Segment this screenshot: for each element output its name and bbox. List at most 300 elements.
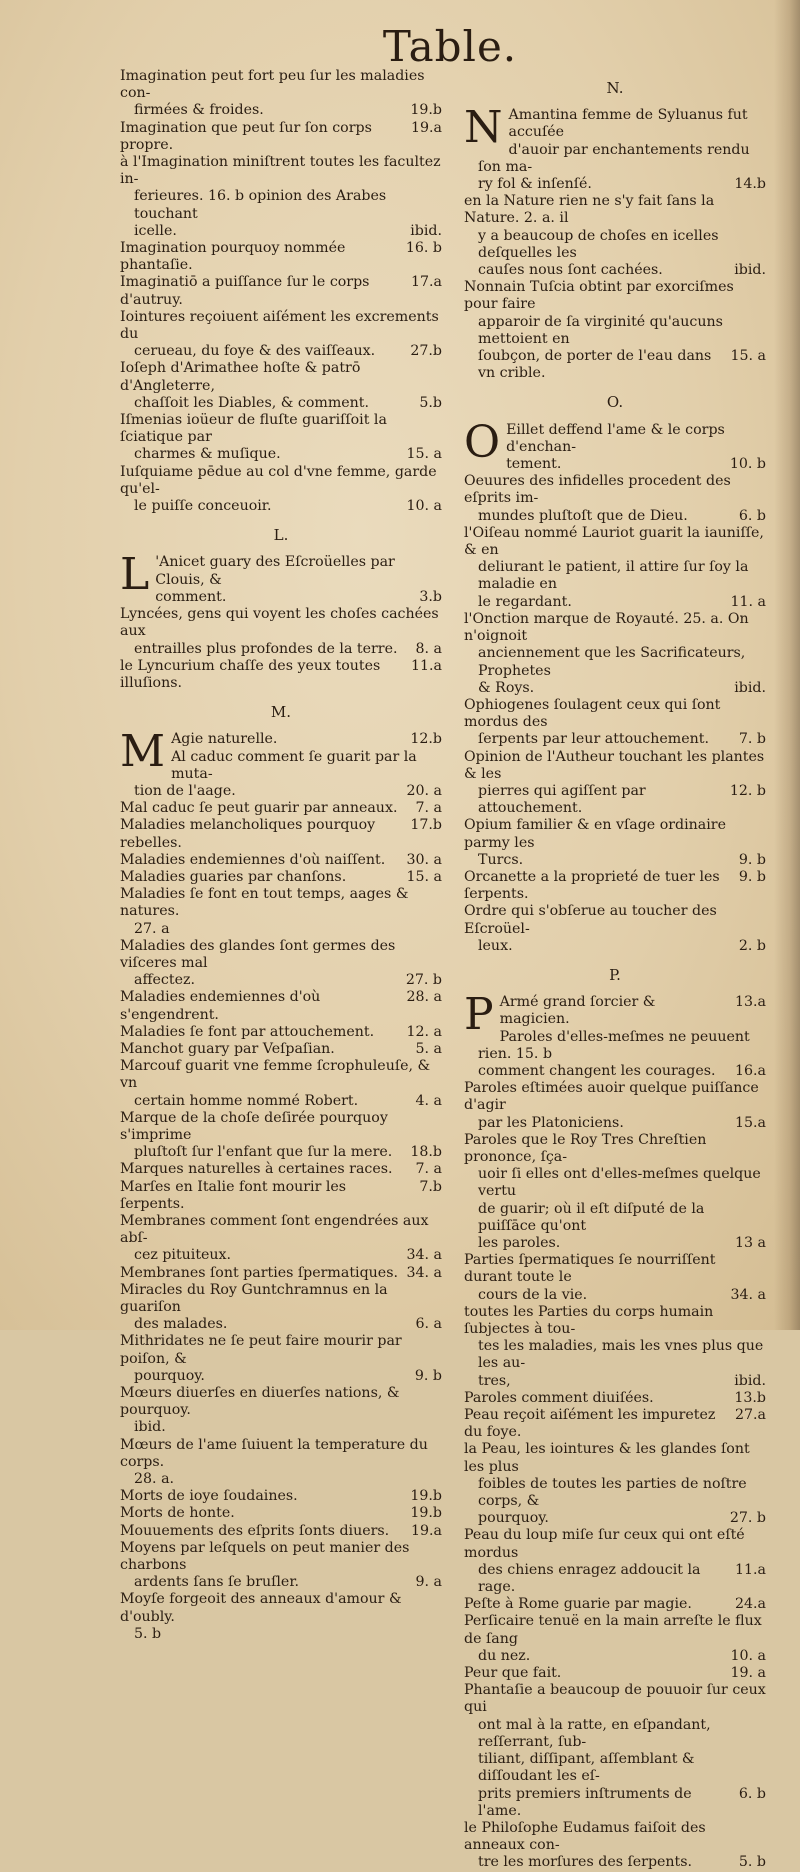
index-entry-continuation xyxy=(464,1562,766,1596)
entry-text: Lyncées, gens qui voyent les choſes cachées aux xyxy=(120,606,439,640)
page-reference: 16. b xyxy=(405,240,442,257)
entry-text: de guarir; où il eſt diſputé de la puiſſāce qu'ont xyxy=(478,1200,705,1234)
page-reference: 11.a xyxy=(734,1561,766,1578)
index-entry xyxy=(464,1441,766,1475)
entry-text: ſoubçon, de porter de l'eau dans vn crible. xyxy=(478,348,712,382)
entry-text: chaſſoit les Diables, & comment. xyxy=(134,394,370,411)
page-reference: 15.a xyxy=(734,1114,766,1131)
page-reference: 27. b xyxy=(729,1510,766,1527)
index-entry-continuation xyxy=(464,852,766,869)
entry-text: ferieures. 16. b opinion des Arabes touchant xyxy=(134,188,387,222)
index-entry-continuation xyxy=(120,395,442,412)
index-entry xyxy=(464,473,766,507)
entry-text: apparoir de ſa virginité qu'aucuns mettoient en xyxy=(478,313,723,347)
page-reference: 19.a xyxy=(410,1522,442,1539)
index-entry xyxy=(120,1179,442,1213)
entry-text: certain homme nommé Robert. xyxy=(134,1092,359,1109)
entry-text: Imagination pourquoy nommée phantaſie. xyxy=(120,240,346,274)
page-reference: 7. b xyxy=(738,731,766,748)
index-entry-continuation xyxy=(120,1144,442,1161)
index-entry-continuation xyxy=(464,508,766,525)
entry-text: Paroles comment diuiſées. xyxy=(464,1389,654,1406)
entry-text: pluſtoſt ſur l'enfant que ſur la mere. xyxy=(134,1144,393,1161)
entry-text: charmes & muſique. xyxy=(134,446,281,463)
entry-text: affectez. xyxy=(134,972,195,989)
index-entry-continuation xyxy=(464,228,766,262)
drop-cap-letter: M xyxy=(120,726,166,778)
index-entry xyxy=(464,193,766,227)
entry-text: entrailles plus profondes de la terre. xyxy=(134,640,398,657)
page-reference: 10. b xyxy=(729,456,766,473)
entry-text: Marcouf guarit vne femme ſcrophuleuſe, & vn xyxy=(120,1058,431,1092)
index-entry-continuation xyxy=(120,102,442,119)
entry-text: le regardant. xyxy=(478,593,572,610)
index-entry xyxy=(120,1591,442,1625)
entry-text: ardents ſans ſe bruſler. xyxy=(134,1574,300,1591)
entry-text: Manchot guary par Veſpaſian. xyxy=(120,1040,335,1057)
entry-text: ſerpents par leur attouchement. xyxy=(478,731,709,748)
entry-text: Iointures reçoiuent aiſément les excrements du xyxy=(120,308,439,343)
index-entry xyxy=(120,989,442,1023)
left-index-column xyxy=(120,68,442,1643)
entry-text: Maladies endemiennes d'où s'engendrent. xyxy=(120,989,321,1023)
entry-text: mundes pluſtoſt que de Dieu. xyxy=(478,507,688,524)
page-reference: 11. a xyxy=(730,593,766,610)
index-entry-continuation xyxy=(464,1854,766,1871)
entry-text: la Peau, les iointures & les glandes ſont les plus xyxy=(464,1441,750,1475)
entry-text: le puiſſe conceuoir. xyxy=(134,498,272,515)
page-reference: 18.b xyxy=(410,1144,442,1161)
index-entry-continuation xyxy=(120,223,442,240)
page-reference: 19.b xyxy=(410,1488,442,1505)
entry-text: 27. a xyxy=(134,920,170,937)
index-entry xyxy=(120,1282,442,1316)
index-entry xyxy=(464,279,766,313)
index-entry-continuation xyxy=(464,1476,766,1510)
page-reference: 34. a xyxy=(406,1264,442,1281)
entry-text: leux. xyxy=(478,937,513,954)
entry-text: toutes les Parties du corps humain ſubjectes à tou- xyxy=(464,1303,714,1338)
page-reference: 15. a xyxy=(406,446,442,463)
index-entry xyxy=(464,1682,766,1716)
entry-text: pourquoy. xyxy=(478,1510,549,1527)
page-reference: 27.b xyxy=(410,343,442,360)
index-entry xyxy=(120,360,442,394)
index-entry xyxy=(464,1132,766,1166)
entry-text: des chiens enragez addoucit la rage. xyxy=(478,1561,701,1596)
page-reference: 5. b xyxy=(738,1854,766,1871)
index-entry-continuation xyxy=(120,343,442,360)
index-entry xyxy=(120,1041,442,1058)
page-reference: 7. a xyxy=(415,800,442,817)
entry-text: à l'Imagination miniſtrent toutes les facultez in- xyxy=(120,154,441,188)
entry-text: Al caduc comment ſe guarit par la muta- xyxy=(171,748,417,782)
entry-text: Membranes comment ſont engendrées aux abſ- xyxy=(120,1213,429,1247)
index-entry-continuation xyxy=(464,456,766,473)
entry-text: Mœurs de l'ame ſuiuent la temperature du corps. xyxy=(120,1436,428,1470)
entry-text: tes les maladies, mais les vnes plus que les au- xyxy=(478,1338,764,1372)
entry-text: & Roys. xyxy=(478,679,535,696)
index-entry xyxy=(120,1385,442,1419)
index-entry-continuation xyxy=(464,348,766,382)
entry-text: Moyſe forgeoit des anneaux d'amour & d'oubly. xyxy=(120,1591,402,1625)
entry-text: 'Anicet guary des Eſcroüelles par Clouis, & xyxy=(155,554,395,588)
entry-text: Maladies melancholiques pourquoy rebelles. xyxy=(120,817,376,851)
entry-text: Mithridates ne ſe peut faire mourir par poiſon, & xyxy=(120,1333,402,1367)
entry-text: tement. xyxy=(506,456,562,473)
entry-text: cez pituiteux. xyxy=(134,1247,232,1264)
entry-text: l'Onction marque de Royauté. 25. a. On n'oignoit xyxy=(464,610,749,645)
entry-text: Opium familier & en vſage ordinaire parmy les xyxy=(464,817,726,851)
index-entry xyxy=(120,309,442,343)
entry-text: Maladies ſe font en tout temps, aages & natures. xyxy=(120,886,409,920)
index-entry-continuation xyxy=(464,1201,766,1235)
entry-text: Agie naturelle. xyxy=(171,731,278,748)
entry-text: Miracles du Roy Guntchramnus en la guariſon xyxy=(120,1281,388,1316)
entry-text: tre les morſures des ſerpents. xyxy=(478,1854,693,1871)
page-reference: 13.b xyxy=(734,1389,766,1406)
entry-text: Membranes ſont parties ſpermatiques. xyxy=(120,1264,398,1281)
entry-text: Parties ſpermatiques ſe nourriſſent durant toute le xyxy=(464,1252,716,1286)
index-entry xyxy=(464,989,766,1041)
entry-text: Paroles d'elles-meſmes ne peuuent rien. 15. b xyxy=(478,1028,750,1062)
index-entry xyxy=(464,749,766,783)
page-reference: 10. a xyxy=(730,1647,766,1664)
index-entry-continuation xyxy=(464,262,766,279)
index-entry xyxy=(464,1820,766,1854)
page-reference: 19.b xyxy=(410,1505,442,1522)
entry-text: Imaginatiō a puiſſance ſur le corps d'autruy. xyxy=(120,274,370,308)
index-entry xyxy=(120,1333,442,1367)
index-entry xyxy=(464,1080,766,1114)
page-reference: 14.b xyxy=(734,176,766,193)
index-entry-continuation xyxy=(464,314,766,348)
entry-text: Oeuures des infidelles procedent des eſprits im- xyxy=(464,473,731,507)
index-entry-continuation xyxy=(120,972,442,989)
page-reference: ibid. xyxy=(734,1372,766,1389)
page-reference: 5. a xyxy=(415,1040,442,1057)
index-entry xyxy=(120,120,442,154)
index-entry xyxy=(464,102,766,154)
entry-text: comment. xyxy=(155,588,227,605)
index-entry xyxy=(120,606,442,640)
entry-text: des malades. xyxy=(134,1316,228,1333)
page-reference: ibid. xyxy=(734,262,766,279)
entry-text: Mal caduc ſe peut guarir par anneaux. xyxy=(120,800,398,817)
page-reference: 10. a xyxy=(406,498,442,515)
index-entry xyxy=(120,938,442,972)
right-index-column xyxy=(464,68,766,1872)
entry-text: Paroles que le Roy Tres Chreſtien prononce, ſça- xyxy=(464,1131,707,1165)
page-reference: 7.b xyxy=(419,1178,442,1195)
entry-text: par les Platoniciens. xyxy=(478,1114,624,1131)
index-entry xyxy=(120,1437,442,1471)
drop-cap-letter: N xyxy=(464,102,503,154)
index-entry-continuation xyxy=(464,1287,766,1304)
entry-text: Phantaſie a beaucoup de pouuoir ſur ceux qui xyxy=(464,1682,766,1716)
section-letter: M. xyxy=(270,703,292,722)
entry-text: ry fol & inſenſé. xyxy=(478,176,592,193)
entry-text: Armé grand ſorcier & magicien. xyxy=(499,994,656,1028)
index-entry xyxy=(120,1161,442,1178)
index-entry xyxy=(120,1265,442,1282)
entry-text: Peur que fait. xyxy=(464,1665,562,1682)
page-reference: 2. b xyxy=(738,937,766,954)
entry-text: Orcanette a la proprieté de tuer les ſerpents. xyxy=(464,868,720,903)
index-entry xyxy=(464,1527,766,1561)
index-entry-continuation xyxy=(464,559,766,593)
index-entry xyxy=(464,903,766,937)
entry-text: Mœurs diuerſes en diuerſes nations, & pourquoy. xyxy=(120,1385,400,1419)
entry-text: foibles de toutes les parties de noſtre corps, & xyxy=(478,1475,747,1510)
index-entry xyxy=(120,240,442,274)
page-reference: 9. b xyxy=(414,1367,442,1384)
entry-text: d'auoir par enchantements rendu ſon ma- xyxy=(478,141,750,175)
index-entry-continuation xyxy=(120,1368,442,1385)
entry-text: ibid. xyxy=(134,1419,166,1436)
index-entry-continuation xyxy=(464,1029,766,1063)
page-reference: 9. a xyxy=(415,1574,442,1591)
index-entry-continuation xyxy=(120,446,442,463)
page-reference: 12. a xyxy=(406,1023,442,1040)
entry-text: pourquoy. xyxy=(134,1367,205,1384)
entry-text: du nez. xyxy=(478,1647,531,1664)
index-entry xyxy=(120,1058,442,1092)
page-gutter-shadow xyxy=(774,0,800,1330)
entry-text: Morts de honte. xyxy=(120,1505,235,1522)
page-reference: 9. b xyxy=(738,868,766,885)
index-entry-continuation xyxy=(464,594,766,611)
page-reference: 27. b xyxy=(405,972,442,989)
entry-text: tres, xyxy=(478,1372,511,1389)
section-letter: L. xyxy=(273,526,289,545)
index-entry xyxy=(464,1252,766,1286)
entry-text: Opinion de l'Autheur touchant les plantes & les xyxy=(464,748,765,782)
entry-text: Peau reçoit aiſément les impuretez du foye. xyxy=(464,1407,716,1441)
entry-text: cauſes nous ſont cachées. xyxy=(478,262,663,279)
page-reference: ibid. xyxy=(734,679,766,696)
page-reference: 15. a xyxy=(730,348,766,365)
index-entry xyxy=(464,525,766,559)
entry-text: en la Nature rien ne s'y fait ſans la Nature. 2. a. il xyxy=(464,193,715,227)
page-reference: 6. a xyxy=(415,1316,442,1333)
index-entry xyxy=(120,852,442,869)
index-entry-continuation xyxy=(120,1626,442,1643)
index-entry-continuation xyxy=(464,1115,766,1132)
entry-text: ont mal à la ratte, en eſpandant, reſſerrant, ſub- xyxy=(478,1716,711,1750)
entry-text: firmées & froides. xyxy=(134,102,264,119)
index-entry-continuation xyxy=(464,1717,766,1751)
index-entry xyxy=(120,1540,442,1574)
entry-text: icelle. xyxy=(134,222,177,239)
entry-text: Iuſquiame pēdue au col d'vne femme, garde qu'el- xyxy=(120,463,437,497)
index-entry-continuation xyxy=(464,1338,766,1372)
entry-text: Morts de ioye ſoudaines. xyxy=(120,1488,298,1505)
page-reference: 19.b xyxy=(410,102,442,119)
index-entry-continuation xyxy=(464,1510,766,1527)
entry-text: Peſte à Rome guarie par magie. xyxy=(464,1596,692,1613)
entry-text: Turcs. xyxy=(478,851,524,868)
page-reference: 4. a xyxy=(415,1092,442,1109)
entry-text: anciennement que les Sacrificateurs, Prophetes xyxy=(478,645,746,679)
page-reference: 15. a xyxy=(406,868,442,885)
index-entry xyxy=(120,1505,442,1522)
entry-text: Mouuements des eſprits ſonts diuers. xyxy=(120,1522,390,1539)
entry-text: Marque de la choſe deſirée pourquoy s'imprime xyxy=(120,1109,388,1143)
entry-text: Ophiogenes ſoulagent ceux qui ſont mordus des xyxy=(464,696,721,731)
index-entry xyxy=(464,1665,766,1682)
entry-text: Ioſeph d'Arimathee hoſte & patrō d'Angleterre, xyxy=(120,360,361,394)
entry-text: Maladies ſe font par attouchement. xyxy=(120,1023,375,1040)
page-reference: 13.a xyxy=(734,994,766,1011)
section-letter: P. xyxy=(609,965,621,984)
index-entry-continuation xyxy=(464,1166,766,1200)
index-entry xyxy=(120,886,442,920)
entry-text: Paroles eſtimées auoir quelque puiſſance d'agir xyxy=(464,1080,759,1114)
entry-text: Imagination que peut ſur ſon corps propre. xyxy=(120,119,372,153)
index-entry-continuation xyxy=(120,589,442,606)
section-letter: O. xyxy=(606,393,624,412)
page-reference: 9. b xyxy=(738,851,766,868)
index-entry-continuation xyxy=(120,1093,442,1110)
index-entry-continuation xyxy=(464,142,766,176)
entry-text: Maladies guaries par chanſons. xyxy=(120,868,347,885)
index-entry-continuation xyxy=(464,731,766,748)
page-reference: 13 a xyxy=(734,1235,766,1251)
index-entry xyxy=(120,1024,442,1041)
section-letter: N. xyxy=(606,79,624,97)
entry-text: le Philoſophe Eudamus faiſoit des anneaux con- xyxy=(464,1819,706,1854)
index-entry-continuation xyxy=(120,921,442,938)
entry-text: Nonnain Tuſcia obtint par exorciſmes pour faire xyxy=(464,279,734,313)
page-reference: 20. a xyxy=(406,782,442,799)
page-reference: 16.a xyxy=(734,1062,766,1079)
entry-text: pierres qui agiſſent par attouchement. xyxy=(478,782,646,817)
page-reference: 34. a xyxy=(730,1286,766,1303)
page-reference: 19. a xyxy=(730,1665,766,1682)
index-entry xyxy=(464,817,766,851)
page-reference: 12. b xyxy=(729,782,766,799)
index-entry xyxy=(120,817,442,851)
index-entry-continuation xyxy=(464,1786,766,1820)
index-entry xyxy=(464,1613,766,1647)
page-reference: ibid. xyxy=(410,222,442,239)
index-entry-continuation xyxy=(120,641,442,658)
page-reference: 5.b xyxy=(419,394,442,411)
index-entry xyxy=(120,274,442,308)
index-entry xyxy=(464,1304,766,1338)
index-entry-continuation xyxy=(464,645,766,679)
entry-text: cours de la vie. xyxy=(478,1286,588,1303)
index-entry-continuation xyxy=(120,783,442,800)
entry-text: Maladies endemiennes d'où naiſſent. xyxy=(120,851,386,868)
index-entry-continuation xyxy=(464,680,766,697)
index-entry-continuation xyxy=(464,176,766,193)
index-entry xyxy=(464,697,766,731)
entry-text: deliurant le patient, il attire ſur ſoy la maladie en xyxy=(478,559,749,593)
entry-text: tion de l'aage. xyxy=(134,782,236,799)
entry-text: comment changent les courages. xyxy=(478,1062,716,1079)
index-entry xyxy=(120,800,442,817)
index-entry xyxy=(120,412,442,446)
index-entry xyxy=(120,464,442,498)
index-entry-continuation xyxy=(120,1247,442,1264)
entry-text: les paroles. xyxy=(478,1235,561,1251)
page-reference: 30. a xyxy=(406,851,442,868)
page-reference: 27.a xyxy=(734,1407,766,1424)
index-entry-continuation xyxy=(464,1751,766,1785)
index-entry-continuation xyxy=(120,1316,442,1333)
index-entry-continuation xyxy=(120,1471,442,1488)
entry-text: Moyens par leſquels on peut manier des charbons xyxy=(120,1539,410,1574)
entry-text: uoir ſi elles ont d'elles-meſmes quelque vertu xyxy=(478,1166,761,1200)
page-reference: 8. a xyxy=(415,640,442,657)
index-entry xyxy=(464,1407,766,1441)
entry-text: Imagination peut fort peu ſur les maladies con- xyxy=(120,68,425,102)
index-entry xyxy=(120,1110,442,1144)
index-entry xyxy=(464,611,766,645)
entry-text: Iſmenias ioüeur de fluſte guariſſoit la ſciatique par xyxy=(120,412,387,446)
page-reference: 17.b xyxy=(410,817,442,834)
entry-text: Marſes en Italie font mourir les ſerpents. xyxy=(120,1178,347,1212)
page-reference: 12.b xyxy=(410,731,442,748)
page-reference: 11.a xyxy=(410,657,442,674)
index-entry-continuation xyxy=(120,498,442,515)
entry-text: Maladies des glandes ſont germes des viſceres mal xyxy=(120,937,396,971)
index-entry xyxy=(464,869,766,903)
index-entry xyxy=(120,869,442,886)
index-entry-continuation xyxy=(120,1419,442,1436)
entry-text: 28. a. xyxy=(134,1471,175,1488)
index-entry xyxy=(120,658,442,692)
entry-text: Ordre qui s'obſerue au toucher des Eſcroüel- xyxy=(464,903,717,937)
index-entry-continuation xyxy=(120,1574,442,1591)
page-reference: 24.a xyxy=(734,1596,766,1613)
page-reference: 28. a xyxy=(406,989,442,1006)
index-entry xyxy=(120,154,442,188)
page-reference: 19.a xyxy=(410,119,442,136)
entry-text: 5. b xyxy=(134,1625,162,1642)
index-entry xyxy=(464,1596,766,1613)
index-entry xyxy=(120,1213,442,1247)
page-title: Table. xyxy=(382,22,518,71)
index-entry-continuation xyxy=(464,783,766,817)
entry-text: Perſicaire tenuë en la main arreſte le flux de ſang xyxy=(464,1613,762,1647)
entry-text: prits premiers inſtruments de l'ame. xyxy=(478,1785,692,1819)
entry-text: Eillet deffend l'ame & le corps d'enchan- xyxy=(506,421,725,455)
page-reference: 17.a xyxy=(410,274,442,291)
entry-text: l'Oiſeau nommé Lauriot guarit la iauniſſe, & en xyxy=(464,524,764,559)
drop-cap-letter: L xyxy=(120,549,150,601)
index-entry xyxy=(120,68,442,102)
drop-cap-letter: P xyxy=(464,989,494,1041)
page-reference: 3.b xyxy=(419,588,442,605)
index-entry-continuation xyxy=(464,1235,766,1252)
page-reference: 7. a xyxy=(415,1161,442,1178)
index-entry xyxy=(464,1390,766,1407)
entry-text: Marques naturelles à certaines races. xyxy=(120,1161,393,1178)
entry-text: cerueau, du foye & des vaiſſeaux. xyxy=(134,343,376,360)
entry-text: tiliant, diſſipant, aſſemblant & diſſoudant les eſ- xyxy=(478,1751,695,1785)
entry-text: y a beaucoup de choſes en icelles deſquelles les xyxy=(478,227,719,261)
entry-text: le Lyncurium chaſſe des yeux toutes illuſions. xyxy=(120,657,381,691)
index-entry-continuation xyxy=(464,938,766,955)
index-entry xyxy=(120,1488,442,1505)
entry-text: Peau du loup miſe ſur ceux qui ont eſté mordus xyxy=(464,1527,745,1561)
index-entry-continuation xyxy=(120,749,442,783)
index-entry-continuation xyxy=(464,1648,766,1665)
index-entry-continuation xyxy=(464,1063,766,1080)
